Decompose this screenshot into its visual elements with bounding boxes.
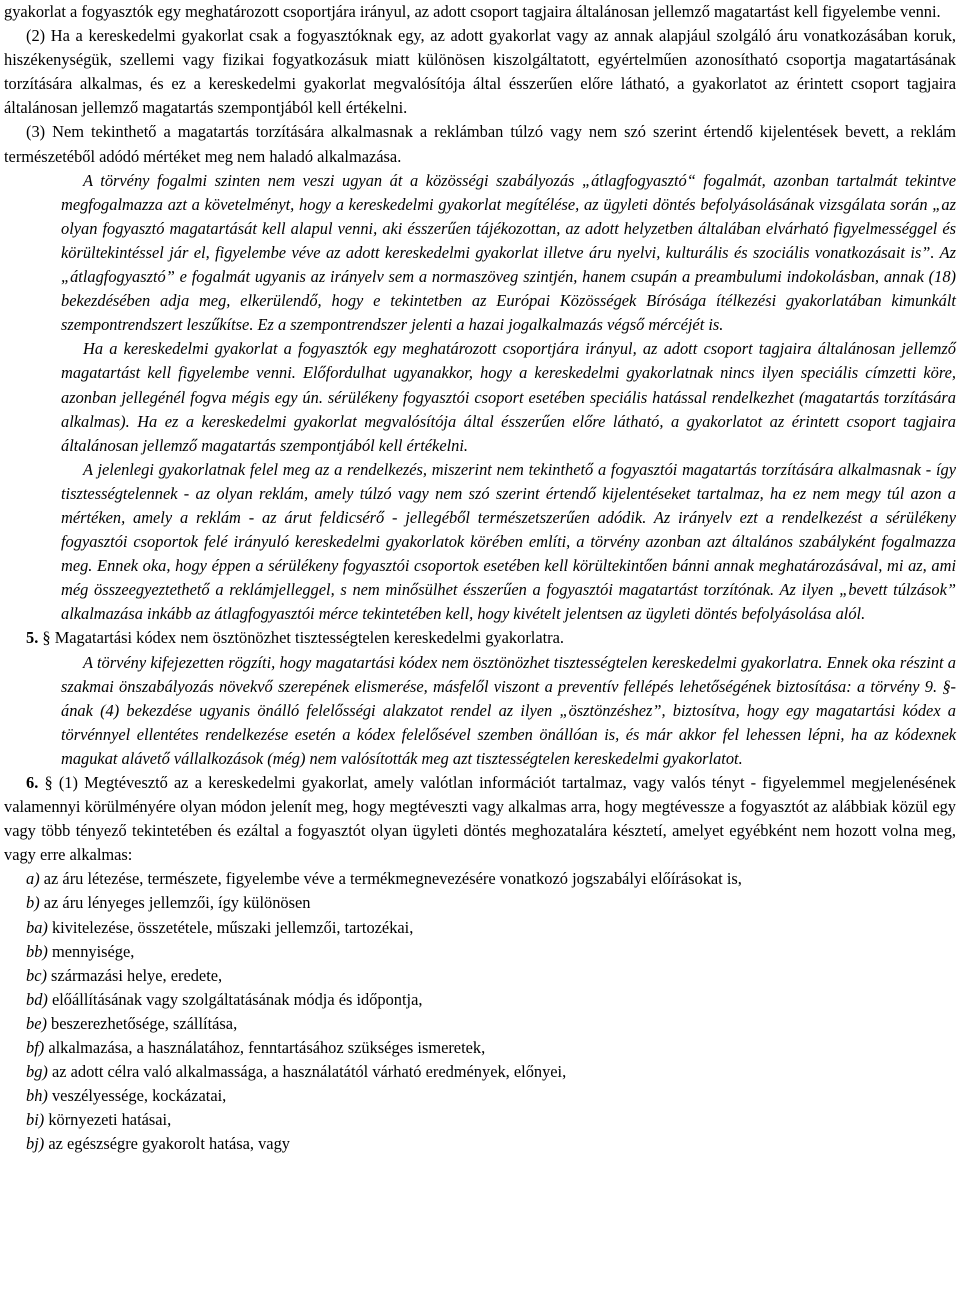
list-item: a) az áru létezése, természete, figyelembe véve a termékmegnevezésére vonatkozó jogszabályi előírásokat is,	[26, 869, 742, 889]
section-text: § Magatartási kódex nem ösztönözhet tisztességtelen kereskedelmi gyakorlatra.	[42, 628, 564, 648]
section-5	[4, 626, 956, 650]
section-number: 5.	[26, 628, 39, 648]
list-item: be) beszerezhetősége, szállítása,	[26, 1013, 238, 1033]
commentary-paragraph: A jelenlegi gyakorlatnak felel meg az a rendelkezés, miszerint nem tekinthető a fogyasztói magatartás torzítására alkalmasnak - így tisztességtelennek - az olyan reklám, amely túlzó vagy nem szó szerint értendő kijelentéseket tartalmaz, ha ez nem megy túl azon a mértéken, amely a reklám - az árut feldicsérő - jellegéből természetszerűen adódik. Az irányelv ezt a rendelkezést a sérülékeny fogyasztói csoportok felé irányuló kereskedelmi gyakorlatok körében említi, a törvény azonban azt általános szabályként fogalmazza meg. Ennek oka, hogy éppen a sérülékeny fogyasztói csoportok esetében kell körültekintően bánni annak meghatározásával, mi az, ami még összeegyeztethető a reklámjelleggel, s nem minősülhet ésszerűen a fogyasztói magatartást torzítónak. Az ilyen „bevett túlzások” alkalmazása inkább az átlagfogyasztói mérce tekintetében kell, hogy kivételt jelentsen az ügyleti döntés befolyásolása alól.	[61, 459, 956, 624]
list-item: bj) az egészségre gyakorolt hatása, vagy	[26, 1134, 290, 1154]
list-item: bc) származási helye, eredete,	[26, 965, 223, 985]
list-item: bg) az adott célra való alkalmassága, a használatától várható eredmények, előnyei,	[26, 1062, 567, 1082]
list-item: bi) környezeti hatásai,	[26, 1110, 172, 1130]
section-number: 6.	[26, 773, 39, 792]
commentary-block	[4, 169, 956, 627]
list-item: bd) előállításának vagy szolgáltatásának módja és időpontja,	[26, 989, 423, 1009]
paragraph-continuation: gyakorlat a fogyasztók egy meghatározott csoportjára irányul, az adott csoport tagjaira általánosan jellemző magatartást kell figyelembe venni.	[4, 2, 941, 21]
list-item: bf) alkalmazása, a használatához, fenntartásához szükséges ismeretek,	[26, 1038, 486, 1058]
list-item: bh) veszélyessége, kockázatai,	[26, 1086, 227, 1106]
section-text: § (1) Megtévesztő az a kereskedelmi gyakorlat, amely valótlan információt tartalmaz, vagy valós tényt - figyelemmel megjelenésének valamennyi körülményére olyan módon jelenít meg, hogy megtéveszti vagy alkalmas arra, hogy megtévessze a fogyasztót az alábbiak közül egy vagy több tényező tekintetében és ezáltal a fogyasztót olyan ügyleti döntés meghozatalára késztetí, amelyet egyébként nem hozott volna meg, vagy erre alkalmas:	[4, 773, 956, 865]
commentary-block	[4, 651, 956, 771]
list-item: b) az áru lényeges jellemzői, így különösen	[26, 893, 311, 913]
paragraph-section-3: (3) Nem tekinthető a magatartás torzítására alkalmasnak a reklámban túlzó vagy nem szó szerint értendő kijelentések bevett, a reklám természetéből adódó mértéket meg nem haladó alkalmazása.	[4, 122, 956, 166]
section-6	[4, 771, 956, 867]
enumerated-list	[4, 867, 956, 1156]
commentary-paragraph: A törvény fogalmi szinten nem veszi ugyan át a közösségi szabályozás „átlagfogyasztó“ fogalmát, azonban tartalmát tekintve megfogalmazza azt a követelményt, hogy a kereskedelmi gyakorlat megítélése, az ügyleti döntés befolyásolásának vizsgálata során „az olyan fogyasztó magatartását kell alapul venni, aki ésszerűen tájékozottan, az adott helyzetben általában elvárható figyelmességgel és körültekintéssel jár el, figyelembe véve az adott kereskedelmi gyakorlat illetve áru nyelvi, kulturális és szociális vonatkozásait is”. Az „átlagfogyasztó” e fogalmát ugyanis az irányelv sem a normaszöveg szintjén, hanem csupán a preambulumi indokolásban, annak (18) bekezdésében adja meg, elkerülendő, hogy e tekintetben az Európai Közösségek Bírósága ítélkezési gyakorlatában kimunkált szempontrendszert leszűkítse. Ez a szempontrendszer jelenti a hazai jogalkalmazás végső mércéjét is.	[61, 170, 956, 335]
paragraph-section-2: (2) Ha a kereskedelmi gyakorlat csak a fogyasztóknak egy, az adott gyakorlat vagy az annak alapjául szolgáló áru vonatkozásában koruk, hiszékenységük, szellemi vagy fizikai fogyatkozásuk miatt különösen kiszolgáltatott, egyértelműen azonosítható csoportja magatartásának torzítására alkalmas, és ez a kereskedelmi gyakorlat megvalósítója által ésszerűen előre látható, a gyakorlatot az érintett csoport tagjaira általánosan jellemző magatartás szempontjából kell értékelni.	[4, 26, 956, 118]
list-item: ba) kivitelezése, összetétele, műszaki jellemzői, tartozékai,	[26, 917, 414, 937]
list-item: bb) mennyisége,	[26, 941, 135, 961]
commentary-paragraph: Ha a kereskedelmi gyakorlat a fogyasztók egy meghatározott csoportjára irányul, az adott csoport tagjaira általánosan jellemző magatartást kell figyelembe venni. Előfordulhat ugyanakkor, hogy a kereskedelmi gyakorlatnak nincs ilyen speciális címzetti köre, azonban jellegénél fogva mégis egy ún. sérülékeny fogyasztói csoport esetében speciális hatással rendelkezhet (magatartás torzítására alkalmas). Ha ez a kereskedelmi gyakorlat megvalósítója által ésszerűen előre látható, a gyakorlatot az érintett csoport tagjaira általánosan jellemző magatartás szempontjából kell értékelni.	[61, 339, 956, 455]
commentary-paragraph: A törvény kifejezetten rögzíti, hogy magatartási kódex nem ösztönözhet tisztességtelen kereskedelmi gyakorlatra. Ennek oka részint a szakmai önszabályozás növekvő szerepének elismerése, másfelől viszont a preventív fellépés lehetőségének biztosítása: a törvény 9. §-ának (4) bekezdése ugyanis önálló felelősségi alakzatot rendel az ilyen „ösztönzéshez”, biztosítva, hogy egy magatartási kódex a törvénnyel ellentétes rendelkezése esetén a kódex felelősével szemben önállóan is, és már akkor fel lehessen lépni, ha az kódexnek magukat alávető vállalkozások (még) nem valósították meg azt tisztességtelen kereskedelmi gyakorlatot.	[61, 652, 956, 768]
